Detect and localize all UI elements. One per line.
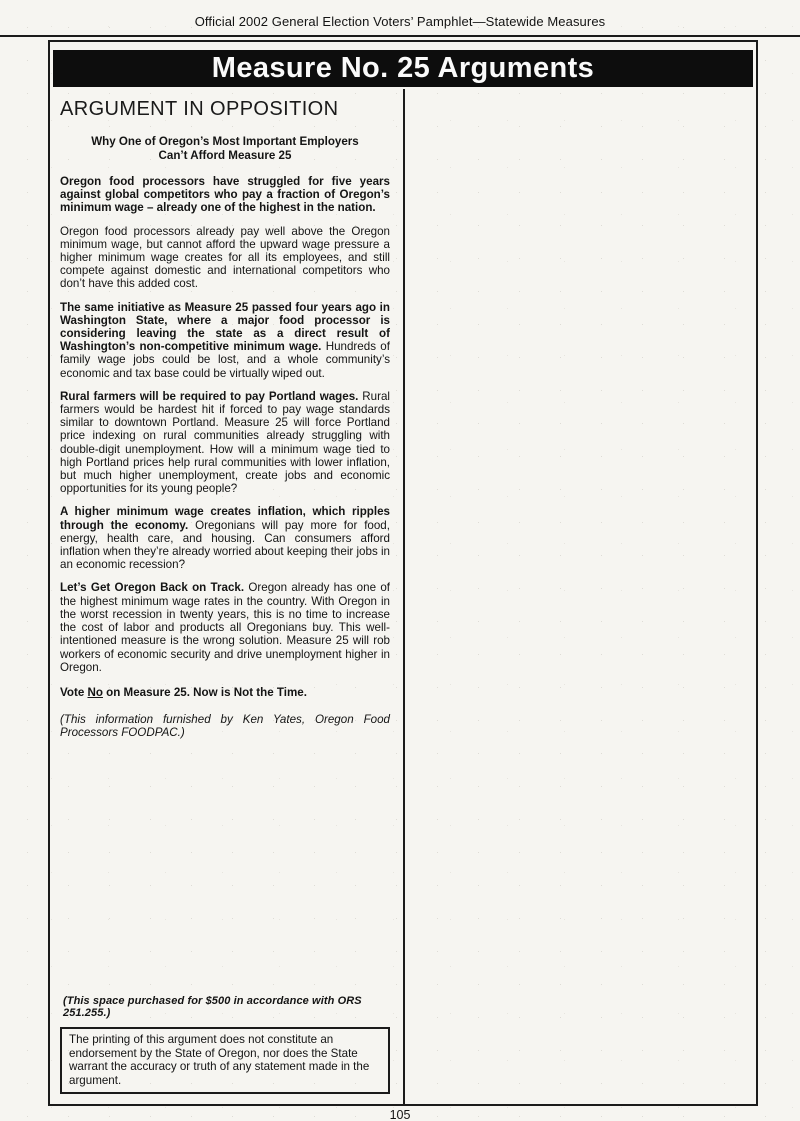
argument-column-footer [60,995,390,1094]
page-number: 105 [389,1108,411,1121]
paragraph-4 [60,390,390,496]
measure-arguments-box [48,40,758,1106]
furnished-by-note: (This information furnished by Ken Yates, Oregon Food Processors FOODPAC.) [60,713,390,740]
state-disclaimer-box: The printing of this argument does not constitute an endorsement by the State of Oregon, nor does the State warrant the accuracy or truth of any statement made in the argument. [60,1027,390,1094]
paragraph-5-rest: Oregonians will pay more for food, energy, health care, and housing. Can consumers afford inflation when they’re already worried about keeping their jobs in an economic recession? [60,518,390,572]
vote-pre: Vote [60,685,88,699]
argument-column [50,89,405,1104]
paragraph-4-lead: Rural farmers will be required to pay Portland wages. [60,389,359,403]
purchase-note: (This space purchased for $500 in accordance with ORS 251.255.) [63,995,362,1020]
paragraph-3-rest: Hundreds of family wage jobs could be lost, and a whole community’s economic and tax base could be virtually wiped out. [60,340,390,380]
empty-column [405,89,756,1104]
paragraph-2: Oregon food processors already pay well above the Oregon minimum wage, but cannot afford the upward wage pressure a higher minimum wage creates for all its employees, and still compete against domestic and international competitors who don’t have this added cost. [60,224,390,291]
paragraph-5-lead: A higher minimum wage creates inflation, which ripples through the economy. [60,505,390,532]
measure-title: Measure No. 25 Arguments [53,50,753,87]
paragraph-3-lead: The same initiative as Measure 25 passed four years ago in Washington State, where a major food processor is considering leaving the state as a direct result of Washington’s non-competitive minimum wage. [60,300,390,354]
paragraph-6-rest: Oregon already has one of the highest minimum wage rates in the country. With Oregon in the worst recession in twenty years, this is no time to increase the cost of labor and products all Oregonians buy. This well-intentioned measure is the wrong solution. Measure 25 will rob workers of economic security and drive unemployment higher in Oregon. [60,581,390,674]
vote-post: on Measure 25. Now is Not the Time. [102,685,307,699]
running-header: Official 2002 General Election Voters’ Pamphlet—Statewide Measures [194,14,606,29]
argument-heading: ARGUMENT IN OPPOSITION [60,98,339,120]
paragraph-6 [60,581,390,673]
header-rule [0,35,800,37]
subtitle-line-2: Can’t Afford Measure 25 [158,149,292,162]
two-column-layout [50,89,756,1104]
paragraph-3 [60,301,390,380]
paragraph-4-rest: Rural farmers would be hardest hit if forced to pay wage standards similar to downtown Portland. Measure 25 will force Portland price indexing on rural communities already struggling with double-digit unemployment. How will a minimum wage tied to high Portland prices help rural communities with lower inflation, but much higher unemployment, create jobs and economic opportunities for its young people? [60,389,390,496]
argument-subtitle [74,135,376,163]
paragraph-1: Oregon food processors have struggled for five years against global competitors who pay a fraction of Oregon’s minimum wage – already one of the highest in the nation. [60,175,390,215]
subtitle-line-1: Why One of Oregon’s Most Important Employers [91,135,359,148]
vote-no-line [60,686,390,699]
vote-no-underlined: No [87,685,103,699]
paragraph-5 [60,505,390,571]
paragraph-6-lead: Let’s Get Oregon Back on Track. [60,581,245,595]
